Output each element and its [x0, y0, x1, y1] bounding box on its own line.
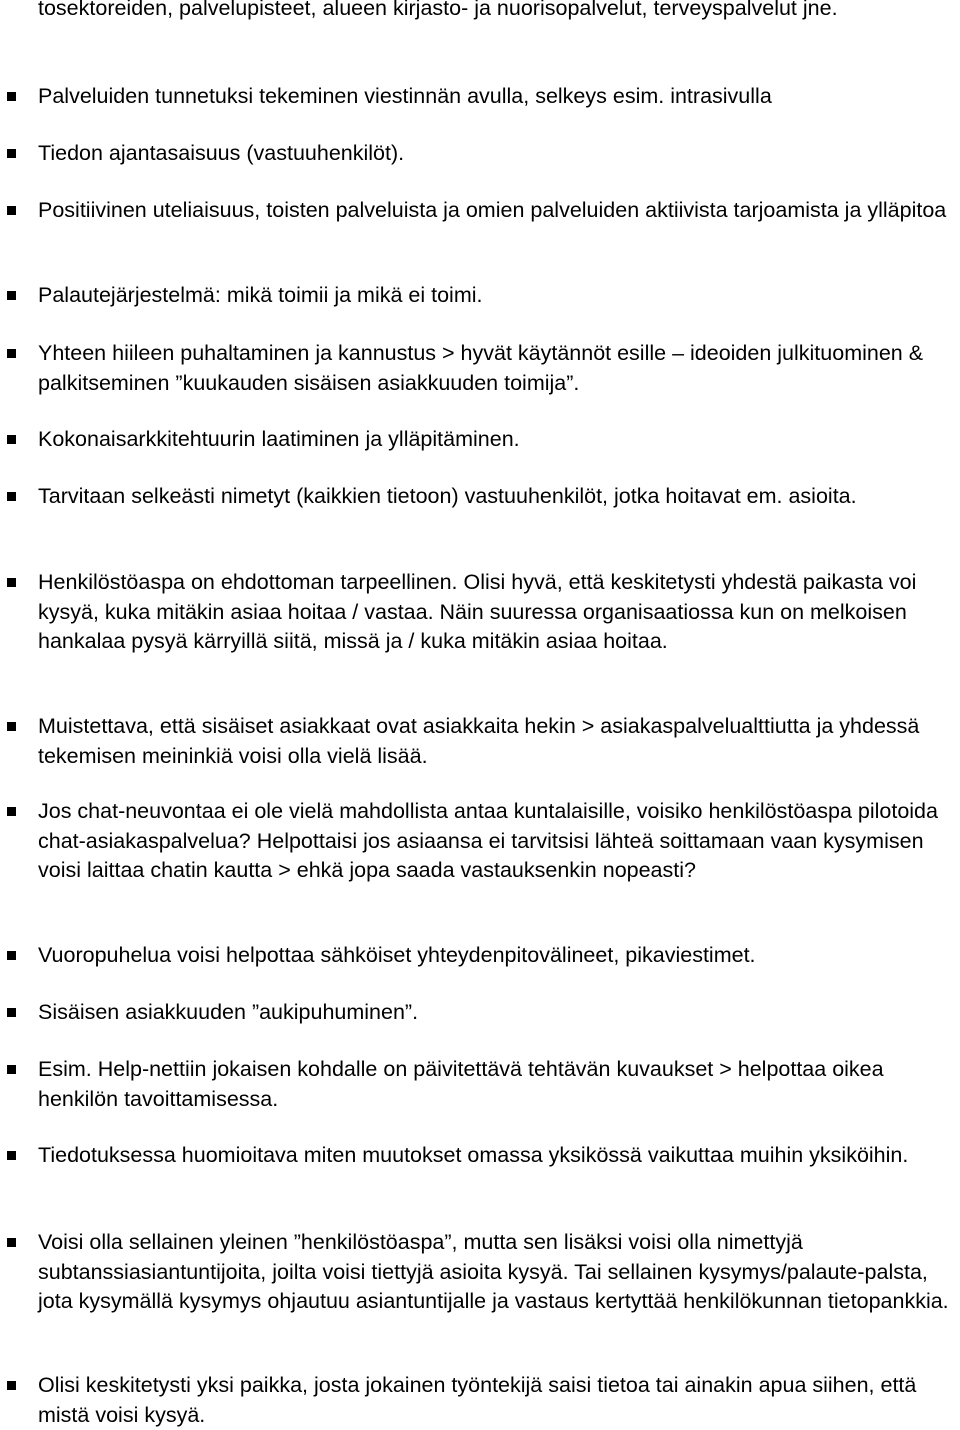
square-bullet-icon: [7, 722, 16, 731]
list-item-text: Kokonaisarkkitehtuurin laatiminen ja ylläpitäminen.: [38, 427, 520, 451]
square-bullet-icon: [7, 807, 16, 816]
square-bullet-icon: [7, 291, 16, 300]
square-bullet-icon: [7, 951, 16, 960]
square-bullet-icon: [7, 92, 16, 101]
list-item-text: Henkilöstöaspa on ehdottoman tarpeellinen. Olisi hyvä, että keskitetysti yhdestä paikasta voi kysyä, kuka mitäkin asiaa hoitaa / vastaa. Näin suuressa organisaatiossa kun on melkoisen hankalaa pysyä kärryillä siitä, missä ja / kuka mitäkin asiaa hoitaa.: [38, 570, 917, 653]
square-bullet-icon: [7, 1008, 16, 1017]
list-item-text: Tiedon ajantasaisuus (vastuuhenkilöt).: [38, 141, 405, 165]
square-bullet-icon: [7, 492, 16, 501]
square-bullet-icon: [7, 1065, 16, 1074]
list-item-text: Tarvitaan selkeästi nimetyt (kaikkien tietoon) vastuuhenkilöt, jotka hoitavat em. asioita.: [38, 484, 857, 508]
list-item-text: Positiivinen uteliaisuus, toisten palveluista ja omien palveluiden aktiivista tarjoamista ja ylläpitoa: [38, 198, 947, 222]
list-item-text: Voisi olla sellainen yleinen ”henkilöstöaspa”, mutta sen lisäksi voisi olla nimettyjä subtanssiasiantuntijoita, joilta voisi tiettyjä asioita kysyä. Tai sellainen kysymys/palaute-palsta, jota kysymällä kysymys ohjautuu asiantuntijalle ja vastaus kertyttää henkilökunnan tietopankkia.: [38, 1230, 949, 1313]
list-item-text: Palautejärjestelmä: mikä toimii ja mikä ei toimi.: [38, 283, 483, 307]
square-bullet-icon: [7, 1238, 16, 1247]
list-item-text: Sisäisen asiakkuuden ”aukipuhuminen”.: [38, 1000, 419, 1024]
list-item-text: Esim. Help-nettiin jokaisen kohdalle on päivitettävä tehtävän kuvaukset > helpottaa oikea henkilön tavoittamisessa.: [38, 1057, 884, 1111]
list-item-text: Vuoropuhelua voisi helpottaa sähköiset yhteydenpitovälineet, pikaviestimet.: [38, 943, 756, 967]
square-bullet-icon: [7, 1381, 16, 1390]
square-bullet-icon: [7, 578, 16, 587]
lead-in-paragraph: tosektoreiden, palvelupisteet, alueen kirjasto- ja nuorisopalvelut, terveyspalvelut jne.: [38, 0, 838, 20]
list-item-text: Olisi keskitetysti yksi paikka, josta jokainen työntekijä saisi tietoa tai ainakin apua siihen, että mistä voisi kysyä.: [38, 1373, 917, 1427]
list-item-text: Jos chat-neuvontaa ei ole vielä mahdollista antaa kuntalaisille, voisiko henkilöstöaspa pilotoida chat-asiakaspalvelua? Helpottaisi jos asiaansa ei tarvitsisi lähteä soittamaan vaan kysymisen voisi laittaa chatin kautta > ehkä jopa saada vastauksenkin nopeasti?: [38, 799, 938, 882]
list-item-text: Tiedotuksessa huomioitava miten muutokset omassa yksikössä vaikuttaa muihin yksiköihin.: [38, 1143, 909, 1167]
square-bullet-icon: [7, 435, 16, 444]
square-bullet-icon: [7, 1151, 16, 1160]
list-item-text: Yhteen hiileen puhaltaminen ja kannustus > hyvät käytännöt esille – ideoiden julkituominen & palkitseminen ”kuukauden sisäisen asiakkuuden toimija”.: [38, 341, 924, 395]
square-bullet-icon: [7, 149, 16, 158]
square-bullet-icon: [7, 206, 16, 215]
list-item-text: Palveluiden tunnetuksi tekeminen viestinnän avulla, selkeys esim. intrasivulla: [38, 84, 772, 108]
square-bullet-icon: [7, 349, 16, 358]
list-item-text: Muistettava, että sisäiset asiakkaat ovat asiakkaita hekin > asiakaspalvelualttiutta ja yhdessä tekemisen meininkiä voisi olla vielä lisää.: [38, 714, 920, 768]
